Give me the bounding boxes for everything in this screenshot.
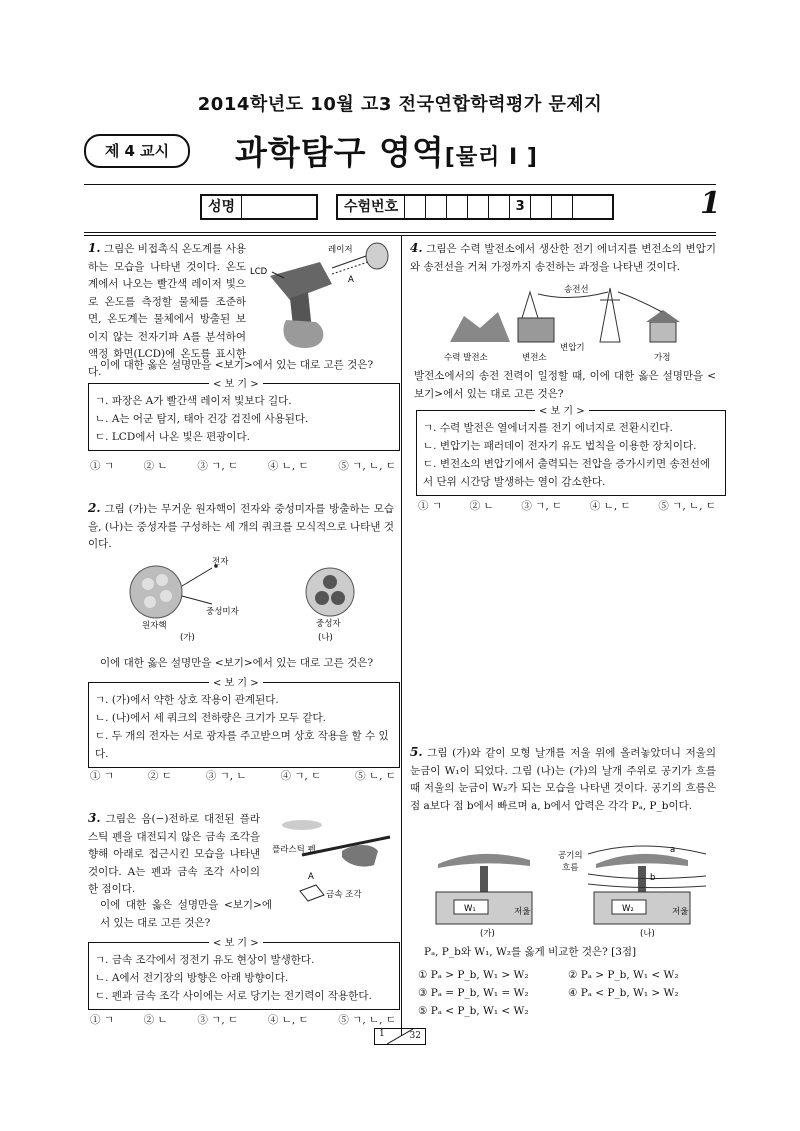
exam-number-cell[interactable] — [552, 196, 573, 218]
bogi-item: ㄷ. 변전소의 변압기에서 출력되는 전압을 증가시키면 송전선에서 단위 시간당 발생하는 열이 감소한다. — [423, 458, 711, 488]
question-number: 5. — [410, 745, 423, 759]
exam-number-cell[interactable] — [405, 196, 426, 218]
bogi-item: ㄷ. 펜과 금속 조각 사이에는 서로 당기는 전기력이 작용한다. — [95, 990, 372, 1002]
answer-choice[interactable]: ① Pₐ > P_b, W₁ > W₂ — [418, 969, 529, 981]
subject-name: 과학탐구 영역 — [235, 133, 445, 172]
page-counter — [374, 1028, 426, 1045]
fig-label: 변압기 — [560, 343, 585, 353]
subject-paren: [물리 I ] — [444, 145, 538, 170]
answer-choice[interactable]: ⑤ ㄱ, ㄴ, ㄷ — [338, 460, 396, 472]
fig-label: (나) — [640, 929, 655, 938]
name-field[interactable] — [242, 196, 316, 218]
fig-label: A — [348, 275, 354, 285]
session-badge: 제 4 교시 — [84, 134, 190, 168]
pen-figure — [262, 815, 398, 905]
question-body: 그림은 비접촉식 온도계를 사용하는 모습을 나타낸 것이다. 온도계에서 나오는 빨간색 레이저 빛으로 온도를 측정할 물체를 조준하면, 온도계는 물체에서 방출된 보이지 않는 전자기파 A를 분석하여 액정 화면(LCD)에 온도를 표시한다. — [88, 243, 246, 378]
question-4-text — [410, 240, 716, 276]
question-5-prompt: Pₐ, P_b와 W₁, W₂를 옳게 비교한 것은? [3점] — [424, 946, 637, 958]
answer-choice[interactable]: ③ ㄱ, ㄷ — [197, 1014, 239, 1026]
fig-label: (나) — [318, 633, 333, 642]
name-box — [200, 194, 318, 220]
question-number: 2. — [88, 501, 101, 515]
question-5-choices — [418, 966, 716, 1020]
question-5-text — [410, 744, 716, 815]
exam-title: 2014학년도 10월 고3 전국연합학력평가 문제지 — [197, 94, 603, 115]
question-1-bogi — [88, 379, 400, 451]
question-body: 그림 (가)는 무거운 원자핵이 전자와 중성미자를 방출하는 모습을, (나)는 중성자를 구성하는 세 개의 쿼크를 모식적으로 나타낸 것이다. — [88, 503, 394, 550]
exam-number-box — [336, 194, 614, 220]
bogi-item: ㄴ. 변압기는 패러데이 전자기 유도 법칙을 이용한 장치이다. — [423, 440, 697, 452]
exam-number-cell[interactable] — [468, 196, 489, 218]
bogi-item: ㄷ. LCD에서 나온 빛은 편광이다. — [95, 431, 251, 443]
exam-number-cell[interactable] — [531, 196, 552, 218]
fig-label: 중성미자 — [206, 607, 239, 617]
question-body: 그림은 수력 발전소에서 생산한 전기 에너지를 변전소의 변압기와 송전선을 거쳐 가정까지 송전하는 과정을 나타낸 것이다. — [410, 243, 716, 273]
fig-label: A — [308, 872, 314, 882]
bogi-title: < 보 기 > — [535, 403, 589, 421]
question-number: 4. — [410, 241, 423, 255]
fig-label: 플라스틱 펜 — [272, 845, 316, 855]
bogi-item: ㄱ. 파장은 A가 빨간색 레이저 빛보다 길다. — [95, 395, 292, 407]
section-rule — [84, 235, 716, 236]
header-rule — [84, 184, 716, 185]
answer-choice[interactable]: ① ㄱ — [90, 770, 114, 782]
fig-label: 중성자 — [316, 619, 341, 629]
question-number: 1. — [88, 241, 101, 255]
column-divider — [401, 236, 402, 1036]
bogi-item: ㄴ. A는 어군 탐지, 태아 건강 검진에 사용된다. — [95, 413, 309, 425]
page-number: 1 — [700, 186, 721, 221]
fig-label: a — [670, 845, 676, 855]
fig-label: W₂ — [622, 904, 634, 914]
thermometer-figure — [250, 240, 400, 352]
question-3-bogi — [88, 938, 400, 1010]
bogi-item: ㄱ. 금속 조각에서 정전기 유도 현상이 발생한다. — [95, 954, 315, 966]
answer-choice[interactable]: ③ ㄱ, ㄷ — [521, 500, 563, 512]
answer-choice[interactable]: ② ㄴ — [469, 500, 494, 512]
question-2-bogi — [88, 678, 400, 768]
name-label: 성명 — [202, 196, 242, 218]
fig-label: LCD — [250, 267, 268, 277]
fig-label: 저울 — [514, 907, 531, 917]
fig-label: W₁ — [464, 904, 476, 914]
answer-choice[interactable]: ④ ㄴ, ㄷ — [267, 1014, 309, 1026]
exam-number-label: 수험번호 — [338, 196, 405, 218]
answer-choice[interactable]: ③ ㄱ, ㄷ — [197, 460, 239, 472]
answer-choice[interactable]: ① ㄱ — [90, 460, 114, 472]
fig-label: 저울 — [672, 907, 689, 917]
fig-label: 변전소 — [522, 353, 547, 363]
answer-choice[interactable]: ⑤ ㄱ, ㄴ, ㄷ — [338, 1014, 396, 1026]
fig-label: 수력 발전소 — [444, 353, 488, 363]
bogi-item: ㄴ. A에서 전기장의 방향은 아래 방향이다. — [95, 972, 289, 984]
answer-choice[interactable]: ④ ㄴ, ㄷ — [267, 460, 309, 472]
answer-choice[interactable]: ③ Pₐ = P_b, W₁ = W₂ — [418, 987, 529, 999]
answer-choice[interactable]: ① ㄱ — [418, 500, 442, 512]
bogi-title: < 보 기 > — [209, 675, 263, 693]
exam-number-cell[interactable] — [573, 196, 593, 218]
answer-choice[interactable]: ③ ㄱ, ㄴ — [205, 770, 247, 782]
question-1-choices — [90, 458, 396, 473]
total-pages: 32 — [409, 1031, 421, 1041]
answer-choice[interactable]: ④ ㄴ, ㄷ — [589, 500, 631, 512]
wing-scale-figure — [430, 840, 710, 938]
section-rule — [84, 232, 716, 233]
question-body: 그림은 음(−)전하로 대전된 플라스틱 펜을 대전되지 않은 금속 조각을 향해 아래로 접근시킨 모습을 나타낸 것이다. A는 펜과 금속 조각 사이의 한 점이다. — [88, 813, 260, 895]
fig-label: 원자핵 — [142, 621, 167, 631]
current-page: 1 — [379, 1029, 385, 1039]
fig-label: 가정 — [654, 353, 671, 363]
exam-number-cell[interactable] — [489, 196, 510, 218]
power-grid-figure — [440, 278, 690, 364]
answer-choice[interactable]: ② ㄴ — [143, 460, 168, 472]
fig-label: (가) — [480, 929, 495, 938]
answer-choice[interactable]: ④ Pₐ < P_b, W₁ > W₂ — [568, 987, 679, 999]
exam-number-cell-filled[interactable]: 3 — [510, 196, 531, 218]
nucleus-decay-figure — [120, 556, 370, 642]
question-1-prompt: 이에 대한 옳은 설명만을 <보기>에서 있는 대로 고른 것은? — [100, 359, 374, 371]
bogi-item: ㄷ. 두 개의 전자는 서로 광자를 주고받으며 상호 작용을 할 수 있다. — [95, 730, 389, 760]
exam-number-cell[interactable] — [426, 196, 447, 218]
answer-choice[interactable]: ① ㄱ — [90, 1014, 114, 1026]
question-2-text — [88, 500, 394, 554]
fig-label: 레이저 — [328, 245, 353, 255]
question-body: 그림 (가)와 같이 모형 날개를 저울 위에 올려놓았더니 저울의 눈금이 W₁이 되었다. 그림 (나)는 (가)의 날개 주위로 공기가 흐를 때 저울의 눈금이 W₂가 되는 모습을 나타낸 것이다. 공기의 흐름은 점 a보다 점 b에서 빠르며 a, b에서 압력은 각각 Pₐ, P_b이다. — [410, 747, 716, 812]
answer-choice[interactable]: ⑤ Pₐ < P_b, W₁ < W₂ — [418, 1005, 529, 1017]
fig-label: 전자 — [212, 557, 229, 567]
question-2-choices — [90, 768, 396, 783]
answer-choice[interactable]: ⑤ ㄱ, ㄴ, ㄷ — [658, 500, 716, 512]
fig-label: (가) — [180, 633, 195, 642]
question-3-prompt: 이에 대한 옳은 설명만을 <보기>에서 있는 대로 고른 것은? — [100, 899, 272, 929]
question-3-choices — [90, 1012, 396, 1027]
question-4-bogi — [416, 406, 726, 496]
answer-choice[interactable]: ② ㄴ — [143, 1014, 168, 1026]
question-3-text — [88, 810, 260, 899]
bogi-item: ㄱ. (가)에서 약한 상호 작용이 관계된다. — [95, 694, 279, 706]
fig-label: b — [650, 873, 656, 883]
fig-label: 금속 조각 — [326, 890, 362, 900]
question-4-choices — [418, 498, 716, 513]
subject-title — [235, 127, 538, 174]
fig-label: 공기의 — [558, 851, 583, 861]
bogi-title: < 보 기 > — [209, 935, 263, 953]
question-4-prompt: 발전소에서의 송전 전력이 일정할 때, 이에 대한 옳은 설명만을 <보기>에서 있는 대로 고른 것은? — [414, 370, 716, 400]
answer-choice[interactable]: ② ㄷ — [147, 770, 172, 782]
fig-label: 흐름 — [562, 863, 579, 873]
answer-choice[interactable]: ④ ㄱ, ㄷ — [280, 770, 322, 782]
bogi-title: < 보 기 > — [209, 376, 263, 394]
answer-choice[interactable]: ⑤ ㄴ, ㄷ — [355, 770, 396, 782]
question-number: 3. — [88, 811, 101, 825]
bogi-item: ㄴ. (나)에서 세 쿼크의 전하량은 크기가 모두 같다. — [95, 712, 326, 724]
fig-label: 송전선 — [564, 285, 589, 295]
question-2-prompt: 이에 대한 옳은 설명만을 <보기>에서 있는 대로 고른 것은? — [100, 657, 374, 669]
exam-number-cell[interactable] — [447, 196, 468, 218]
bogi-item: ㄱ. 수력 발전은 열에너지를 전기 에너지로 전환시킨다. — [423, 422, 673, 434]
answer-choice[interactable]: ② Pₐ > P_b, W₁ < W₂ — [568, 969, 679, 981]
